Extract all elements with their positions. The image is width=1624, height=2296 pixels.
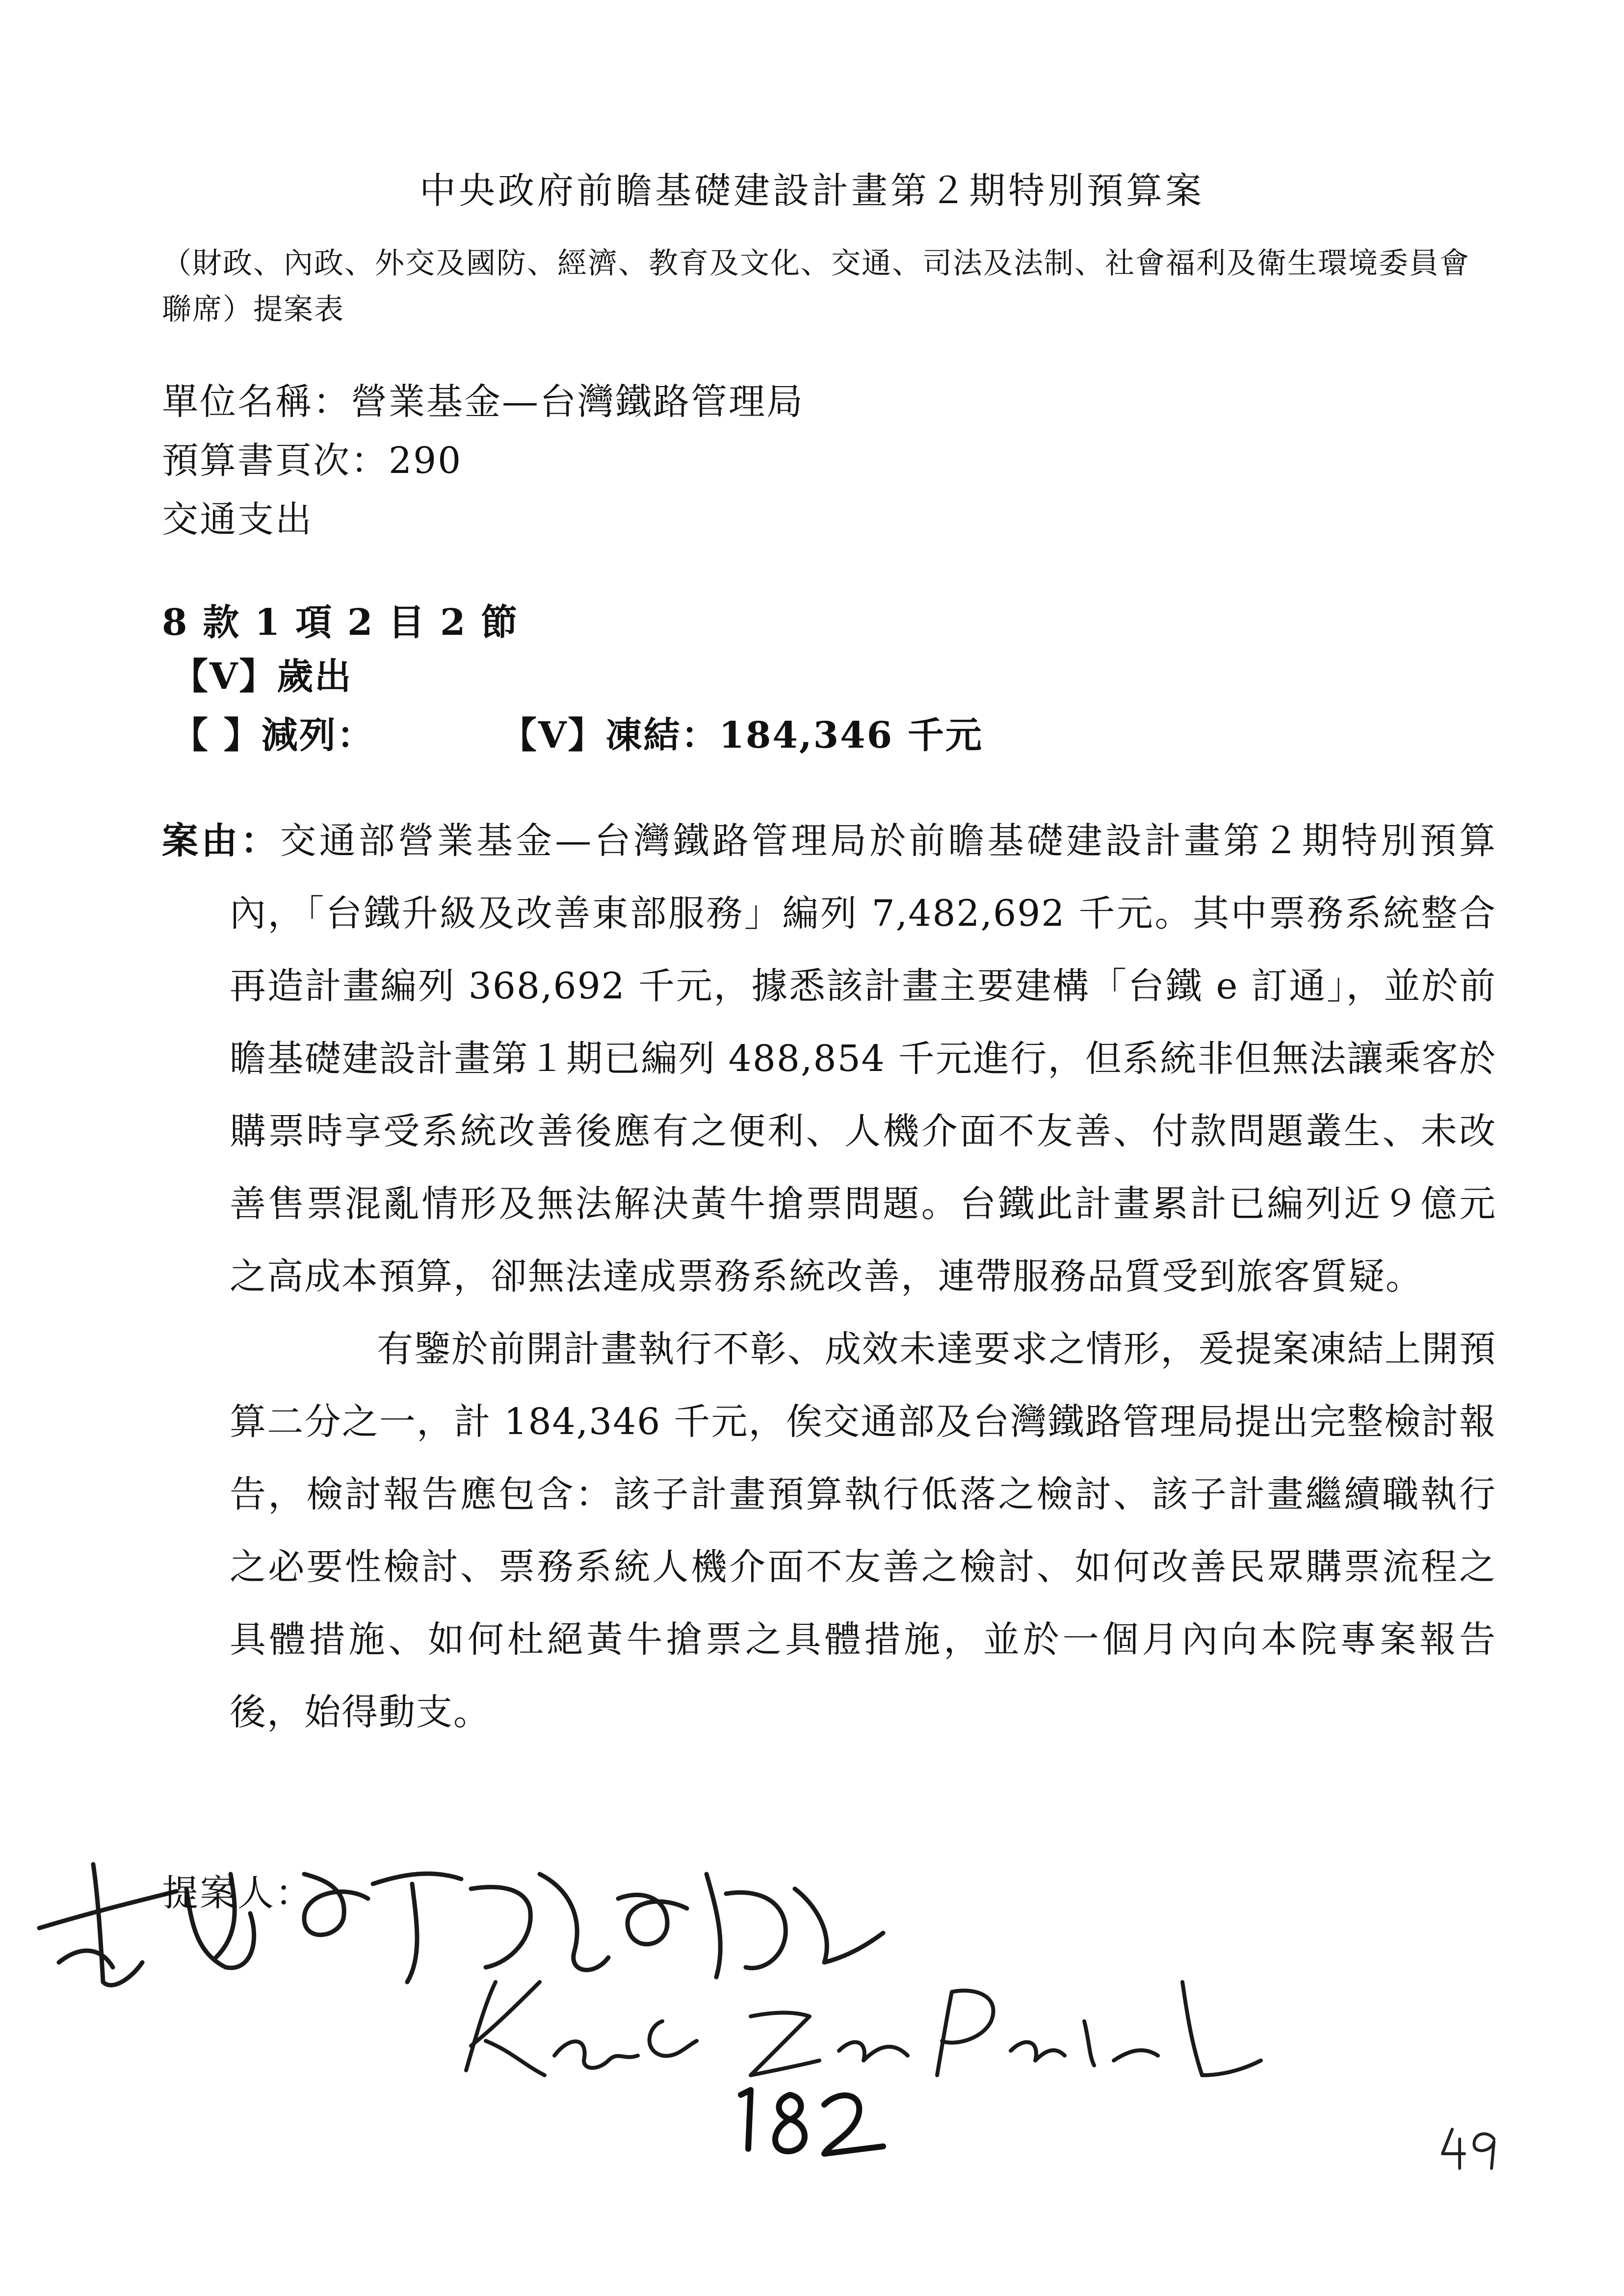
- section-code: 8 款 1 項 2 目 2 節: [162, 601, 519, 644]
- reason-text-1: 交通部營業基金—台灣鐵路管理局於前瞻基礎建設計畫第２期特別預算內，「台鐵升級及改善東部服務」編列 7,482,692 千元。其中票務系統整合再造計畫編列 368,692 千元，據悉該計畫主要建構「台鐵 e 訂通」，並於前瞻基礎建設計畫第１期已編列 488,854 千元進行，但系統非但無法讓乘客於購票時享受系統改善後應有之便利、人機介面不友善、付款問題叢生、未改善售票混亂情形及無法解決黃牛搶票問題。台鐵此計畫累計已編列近９億元之高成本預算，卻無法達成票務系統改善，連帶服務品質受到旅客質疑。: [230, 820, 1497, 1298]
- reason-section: [162, 805, 1496, 1748]
- expense-type: 交通支出: [162, 498, 313, 541]
- freeze-mark: 【V】凍結：184,346 千元: [500, 714, 983, 757]
- budget-page: 預算書頁次：290: [162, 440, 463, 482]
- handwritten-page-number: [731, 2075, 888, 2164]
- reason-label: 案由：: [162, 820, 280, 862]
- reduction-mark: 【 】減列：: [172, 714, 375, 757]
- proposer-label: 提案人：: [162, 1872, 313, 1914]
- document-subtitle: （財政、內政、外交及國防、經濟、教育及文化、交通、司法及法制、社會福利及衛生環境委員會聯席）提案表: [162, 246, 1470, 327]
- reason-paragraph-2: 有鑒於前開計畫執行不彰、成效未達要求之情形，爰提案凍結上開預算二分之一，計 184,346 千元，俟交通部及台灣鐵路管理局提出完整檢討報告，檢討報告應包含：該子計畫預算執行低落之檢討、該子計畫繼續職執行之必要性檢討、票務系統人機介面不友善之檢討、如何改善民眾購票流程之具體措施、如何杜絕黃牛搶票之具體措施，並於一個月內向本院專案報告後，始得動支。: [230, 1328, 1496, 1733]
- corner-page-mark: [1438, 2124, 1501, 2175]
- reason-paragraph-1: [162, 805, 1496, 1313]
- document-title: 中央政府前瞻基礎建設計畫第２期特別預算案: [419, 170, 1205, 212]
- signature-english: [456, 1962, 1290, 2090]
- unit-name: 單位名稱：營業基金—台灣鐵路管理局: [162, 381, 804, 423]
- expenditure-mark: 【V】歲出: [172, 655, 353, 698]
